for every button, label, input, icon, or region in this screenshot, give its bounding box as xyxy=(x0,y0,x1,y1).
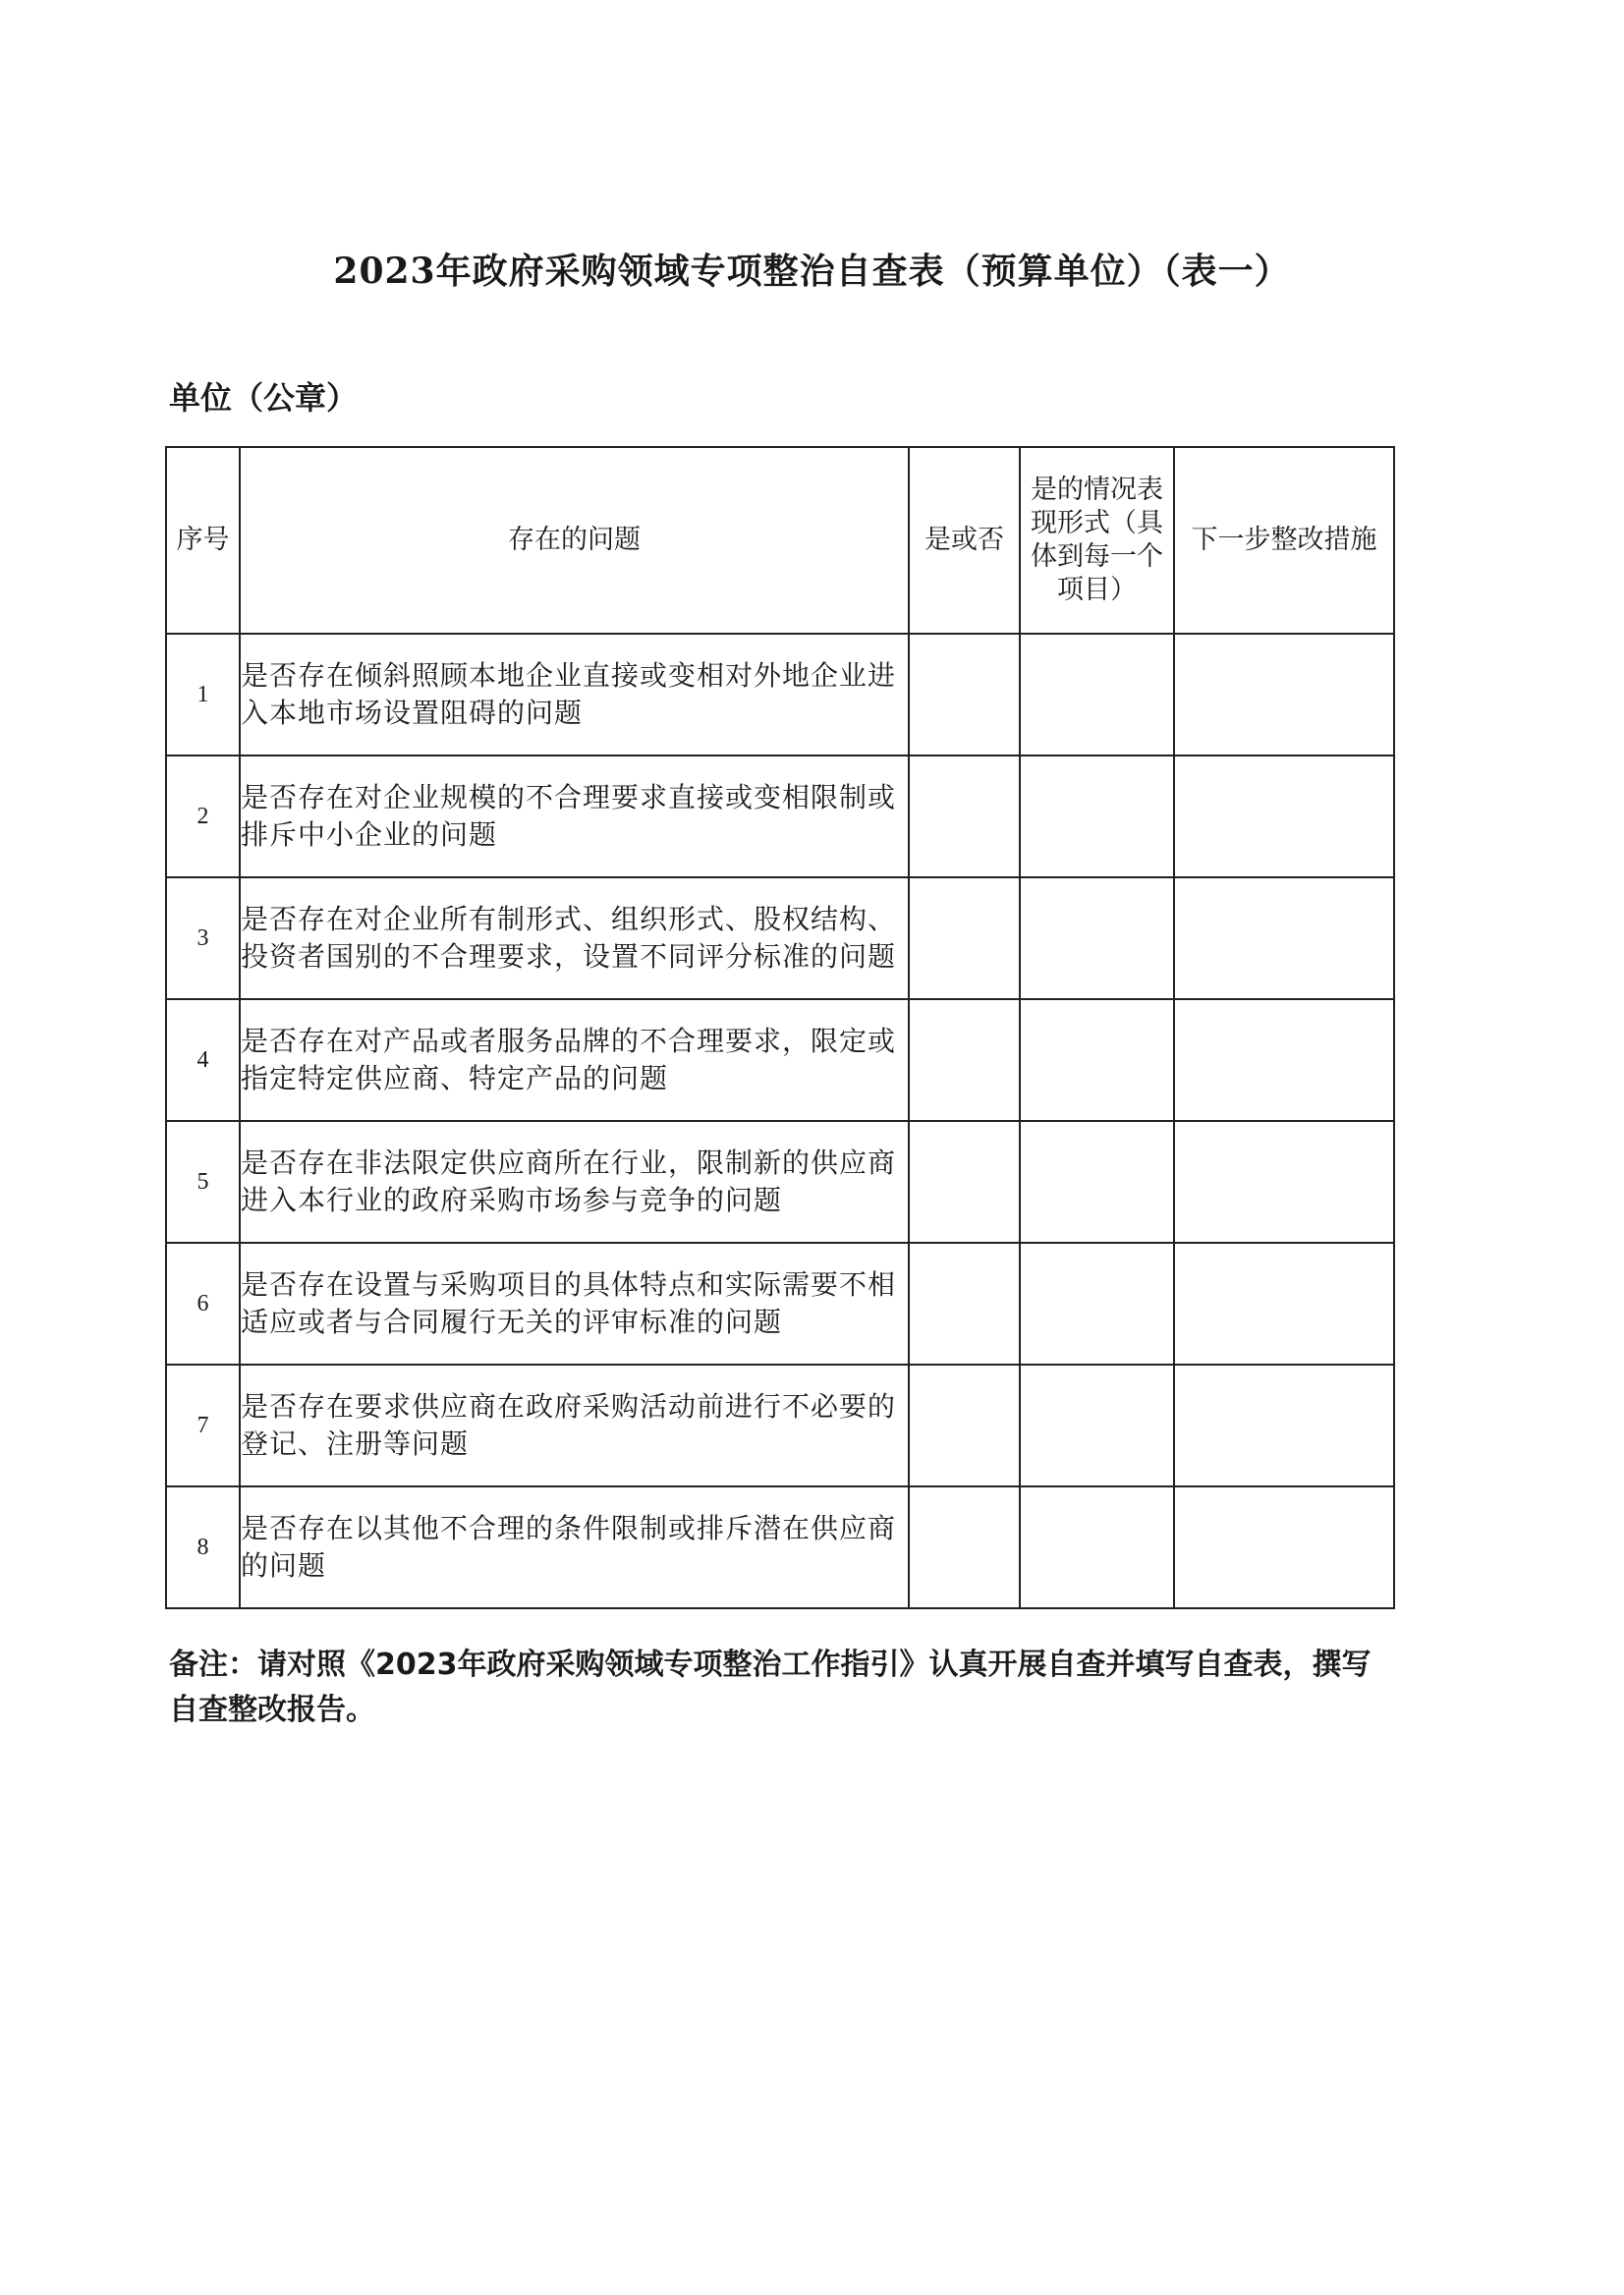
table-header-row xyxy=(166,447,1394,634)
row-issue: 是否存在对企业所有制形式、组织形式、股权结构、 投资者国别的不合理要求，设置不同评分标准的问题 xyxy=(240,877,909,999)
table-row xyxy=(166,1365,1394,1486)
row-no: 5 xyxy=(166,1121,240,1243)
header-yes-no: 是或否 xyxy=(909,447,1020,634)
row-issue: 是否存在设置与采购项目的具体特点和实际需要不相适应或者与合同履行无关的评审标准的问题 xyxy=(240,1243,909,1365)
row-issue: 是否存在倾斜照顾本地企业直接或变相对外地企业进入本地市场设置阻碍的问题 xyxy=(240,634,909,756)
row-issue: 是否存在对产品或者服务品牌的不合理要求，限定或指定特定供应商、特定产品的问题 xyxy=(240,999,909,1121)
row-yes-no-cell[interactable] xyxy=(909,1121,1020,1243)
table-row xyxy=(166,877,1394,999)
table-row xyxy=(166,999,1394,1121)
row-situation-cell[interactable] xyxy=(1020,999,1174,1121)
row-situation-cell[interactable] xyxy=(1020,877,1174,999)
row-situation-cell[interactable] xyxy=(1020,1365,1174,1486)
header-situation: 是的情况表现形式（具体到每一个项目） xyxy=(1020,447,1174,634)
row-yes-no-cell[interactable] xyxy=(909,756,1020,877)
unit-seal-label: 单位（公章） xyxy=(169,379,359,417)
row-yes-no-cell[interactable] xyxy=(909,877,1020,999)
row-yes-no-cell[interactable] xyxy=(909,1243,1020,1365)
row-issue: 是否存在对企业规模的不合理要求直接或变相限制或排斥中小企业的问题 xyxy=(240,756,909,877)
row-situation-cell[interactable] xyxy=(1020,756,1174,877)
table-row xyxy=(166,1486,1394,1608)
table-row xyxy=(166,1243,1394,1365)
note-text: 备注：请对照《2023年政府采购领域专项整治工作指引》认真开展自查并填写自查表，撰写自查整改报告。 xyxy=(169,1648,1372,1727)
row-no: 4 xyxy=(166,999,240,1121)
row-next-steps-cell[interactable] xyxy=(1174,756,1394,877)
row-next-steps-cell[interactable] xyxy=(1174,1486,1394,1608)
header-issue: 存在的问题 xyxy=(240,447,909,634)
row-issue: 是否存在要求供应商在政府采购活动前进行不必要的登记、注册等问题 xyxy=(240,1365,909,1486)
row-yes-no-cell[interactable] xyxy=(909,634,1020,756)
row-situation-cell[interactable] xyxy=(1020,1243,1174,1365)
row-no: 2 xyxy=(166,756,240,877)
table-row xyxy=(166,634,1394,756)
row-no: 8 xyxy=(166,1486,240,1608)
row-no: 3 xyxy=(166,877,240,999)
row-issue: 是否存在非法限定供应商所在行业，限制新的供应商进入本行业的政府采购市场参与竞争的问题 xyxy=(240,1121,909,1243)
row-next-steps-cell[interactable] xyxy=(1174,999,1394,1121)
header-next-steps: 下一步整改措施 xyxy=(1174,447,1394,634)
row-next-steps-cell[interactable] xyxy=(1174,877,1394,999)
row-next-steps-cell[interactable] xyxy=(1174,634,1394,756)
header-no: 序号 xyxy=(166,447,240,634)
row-issue: 是否存在以其他不合理的条件限制或排斥潜在供应商的问题 xyxy=(240,1486,909,1608)
row-no: 6 xyxy=(166,1243,240,1365)
row-situation-cell[interactable] xyxy=(1020,1121,1174,1243)
row-next-steps-cell[interactable] xyxy=(1174,1243,1394,1365)
row-situation-cell[interactable] xyxy=(1020,634,1174,756)
row-yes-no-cell[interactable] xyxy=(909,1365,1020,1486)
table-row xyxy=(166,1121,1394,1243)
row-next-steps-cell[interactable] xyxy=(1174,1365,1394,1486)
row-no: 7 xyxy=(166,1365,240,1486)
page-title: 2023年政府采购领域专项整治自查表（预算单位）（表一） xyxy=(333,251,1291,292)
row-next-steps-cell[interactable] xyxy=(1174,1121,1394,1243)
row-situation-cell[interactable] xyxy=(1020,1486,1174,1608)
row-yes-no-cell[interactable] xyxy=(909,999,1020,1121)
self-check-table xyxy=(165,446,1395,1609)
table-row xyxy=(166,756,1394,877)
row-no: 1 xyxy=(166,634,240,756)
row-yes-no-cell[interactable] xyxy=(909,1486,1020,1608)
